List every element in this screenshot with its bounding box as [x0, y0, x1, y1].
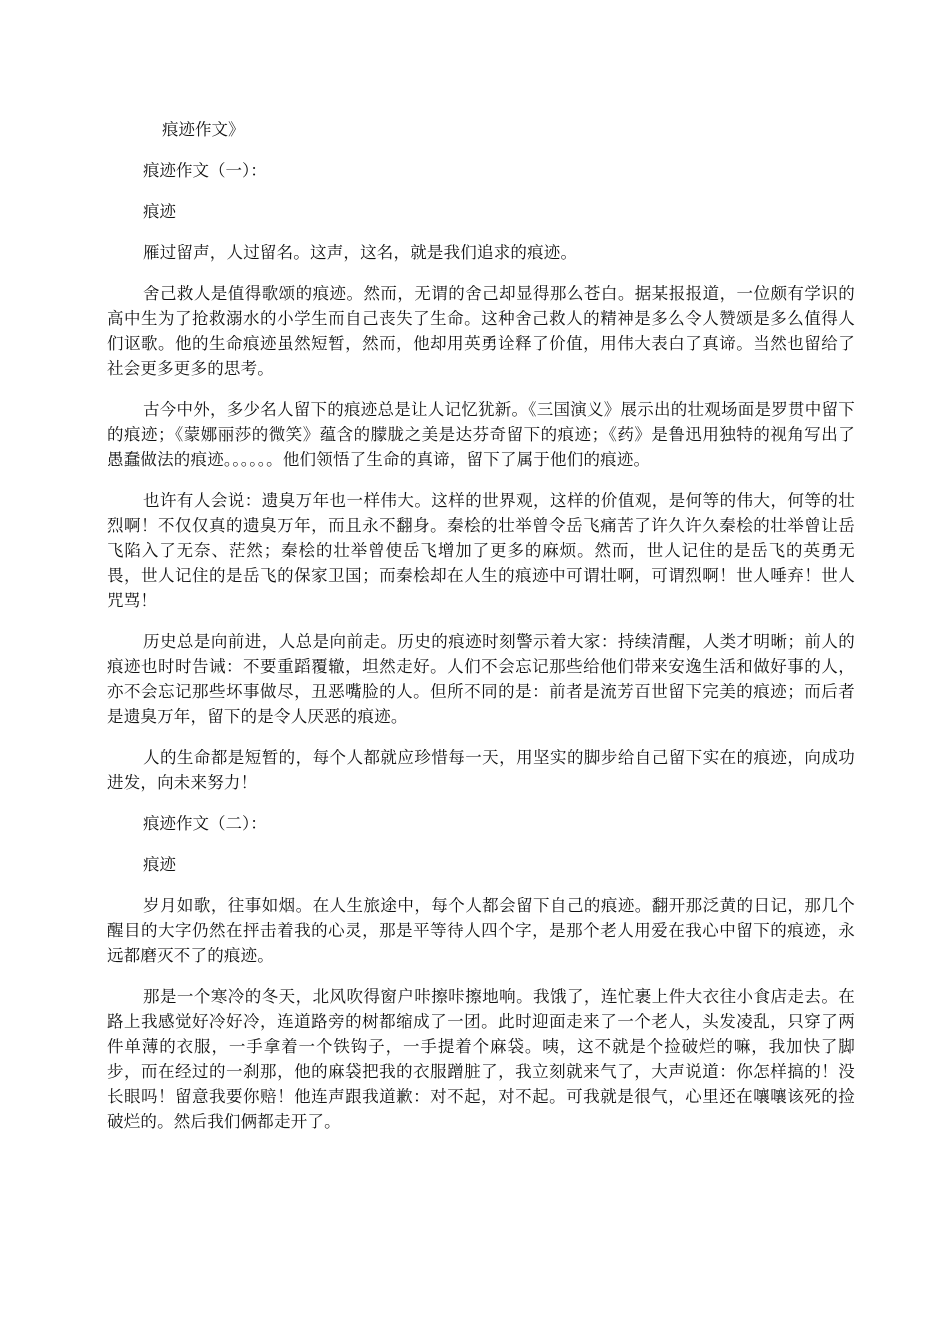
section-heading-2: 痕迹作文（二）： — [143, 814, 267, 833]
paragraph: 舍己救人是值得歌颂的痕迹。然而，无谓的舍己却显得那么苍白。据某报报道，一位颇有学识的高中生为了抢救溺水的小学生而自己丧失了生命。这种舍己救人的精神是多么令人赞颂是多么值得人们讴歌。他的生命痕迹虽然短暂，然而，他却用英勇诠释了价值，用伟大表白了真谛。当然也留给了社会更多更多的思考。 — [107, 284, 855, 378]
paragraph: 那是一个寒冷的冬天，北风吹得窗户咔擦咔擦地响。我饿了，连忙裹上件大衣往小食店走去。在路上我感觉好冷好冷，连道路旁的树都缩成了一团。此时迎面走来了一个老人，头发凌乱，只穿了两件单薄的衣服，一手拿着一个铁钩子，一手提着个麻袋。咦，这不就是个捡破烂的嘛，我加快了脚步，而在经过的一刹那，他的麻袋把我的衣服蹭脏了，我立刻就来气了，大声说道：你怎样搞的！没长眼吗！留意我要你赔！他连声跟我道歉：对不起，对不起。可我就是很气，心里还在嚷嚷该死的捡破烂的。然后我们俩都走开了。 — [107, 987, 855, 1131]
document-title: 痕迹作文》 — [162, 120, 245, 139]
paragraph: 也许有人会说：遗臭万年也一样伟大。这样的世界观，这样的价值观，是何等的伟大，何等的壮烈啊！不仅仅真的遗臭万年，而且永不翻身。秦桧的壮举曾令岳飞痛苦了许久许久秦桧的壮举曾让岳飞陷入了无奈、茫然；秦桧的壮举曾使岳飞增加了更多的麻烦。然而，世人记住的是岳飞的英勇无畏，世人记住的是岳飞的保家卫国；而秦桧却在人生的痕迹中可谓壮啊，可谓烈啊！世人唾弃！世人咒骂！ — [107, 491, 855, 610]
essay-title-1: 痕迹 — [143, 202, 176, 221]
document-body — [107, 117, 855, 1150]
essay-title-2: 痕迹 — [143, 855, 176, 874]
paragraph: 古今中外，多少名人留下的痕迹总是让人记忆犹新。《三国演义》展示出的壮观场面是罗贯中留下的痕迹；《蒙娜丽莎的微笑》蕴含的朦胧之美是达芬奇留下的痕迹；《药》是鲁迅用独特的视角写出了愚蠢做法的痕迹。。。。。。他们领悟了生命的真谛，留下了属于他们的痕迹。 — [107, 400, 855, 469]
paragraph: 历史总是向前进，人总是向前走。历史的痕迹时刻警示着大家：持续清醒，人类才明晰；前人的痕迹也时时告诫：不要重蹈覆辙，坦然走好。人们不会忘记那些给他们带来安逸生活和做好事的人，亦不会忘记那些坏事做尽，丑恶嘴脸的人。但所不同的是：前者是流芳百世留下完美的痕迹；而后者是遗臭万年，留下的是令人厌恶的痕迹。 — [107, 632, 855, 726]
section-heading-1: 痕迹作文（一）： — [143, 161, 267, 180]
paragraph: 雁过留声，人过留名。这声，这名，就是我们追求的痕迹。 — [143, 243, 578, 262]
paragraph: 人的生命都是短暂的，每个人都就应珍惜每一天，用坚实的脚步给自己留下实在的痕迹，向成功进发，向未来努力！ — [107, 748, 855, 792]
paragraph: 岁月如歌，往事如烟。在人生旅途中，每个人都会留下自己的痕迹。翻开那泛黄的日记，那几个醒目的大字仍然在抨击着我的心灵，那是平等待人四个字，是那个老人用爱在我心中留下的痕迹，永远都磨灭不了的痕迹。 — [107, 896, 855, 965]
